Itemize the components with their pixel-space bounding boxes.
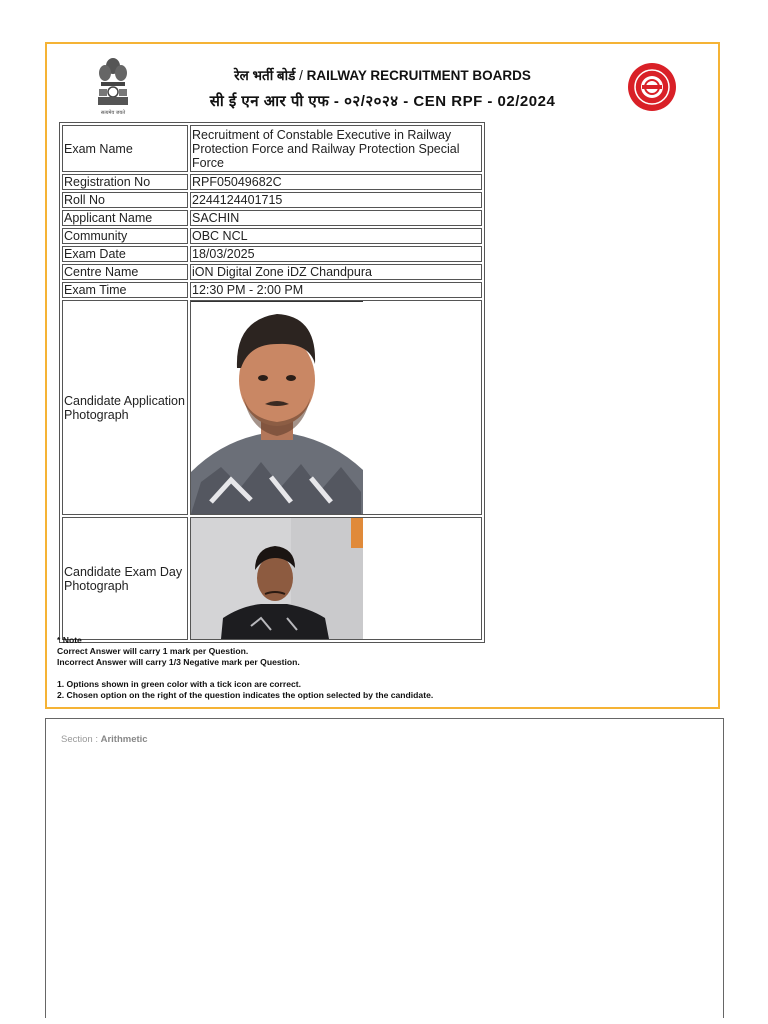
detail-label: Community — [62, 228, 188, 244]
table-row — [62, 192, 482, 208]
detail-value: 12:30 PM - 2:00 PM — [190, 282, 482, 298]
table-row — [62, 125, 482, 172]
exam-day-photo-label: Candidate Exam Day Photograph — [62, 517, 188, 640]
table-row — [62, 282, 482, 298]
candidate-portrait-image — [191, 302, 363, 514]
table-row — [62, 517, 482, 640]
application-photo — [191, 301, 363, 514]
exam-notice-subtitle: सी ई एन आर पी एफ - ०२/२०२४ - CEN RPF - 02/2024 — [209, 93, 556, 110]
exam-day-photo-cell — [190, 517, 482, 640]
table-row — [62, 228, 482, 244]
exam-day-portrait-image — [191, 518, 363, 639]
detail-label: Exam Date — [62, 246, 188, 262]
section-panel — [45, 718, 724, 1018]
detail-value: Recruitment of Constable Executive in Railway Protection Force and Railway Protection Special Force — [190, 125, 482, 172]
detail-value: SACHIN — [190, 210, 482, 226]
board-title-english: RAILWAY RECRUITMENT BOARDS — [306, 68, 531, 83]
candidate-details-table — [59, 122, 485, 643]
table-row — [62, 246, 482, 262]
table-row — [62, 174, 482, 190]
emblem-motto: सत्यमेव जयते — [100, 110, 126, 116]
note-spacer — [57, 668, 433, 679]
board-title-hindi: रेल भर्ती बोर्ड — [234, 68, 296, 83]
detail-label: Centre Name — [62, 264, 188, 280]
detail-label: Roll No — [62, 192, 188, 208]
note-line: Correct Answer will carry 1 mark per Question. — [57, 646, 249, 656]
application-photo-label: Candidate Application Photograph — [62, 300, 188, 515]
score-card — [45, 42, 720, 709]
section-name: Arithmetic — [100, 734, 148, 745]
detail-value: iON Digital Zone iDZ Chandpura — [190, 264, 482, 280]
board-title — [47, 66, 718, 84]
detail-label: Exam Name — [62, 125, 188, 172]
detail-value: 2244124401715 — [190, 192, 482, 208]
section-label — [61, 734, 148, 745]
application-photo-cell — [190, 300, 482, 515]
detail-value: OBC NCL — [190, 228, 482, 244]
notes-block — [57, 635, 433, 701]
note-heading: * Note — [57, 635, 82, 645]
note-line: 2. Chosen option on the right of the question indicates the option selected by the candidate. — [57, 690, 434, 700]
table-row — [62, 210, 482, 226]
title-separator: / — [295, 68, 307, 83]
note-line: 1. Options shown in green color with a tick icon are correct. — [57, 679, 302, 689]
detail-label: Exam Time — [62, 282, 188, 298]
table-row — [62, 300, 482, 515]
section-prefix: Section : — [61, 734, 101, 745]
table-row — [62, 264, 482, 280]
detail-value: 18/03/2025 — [190, 246, 482, 262]
detail-label: Registration No — [62, 174, 188, 190]
exam-day-photo — [191, 518, 363, 639]
detail-label: Applicant Name — [62, 210, 188, 226]
note-line: Incorrect Answer will carry 1/3 Negative mark per Question. — [57, 657, 300, 667]
detail-value: RPF05049682C — [190, 174, 482, 190]
rpf-logo-icon — [627, 62, 677, 112]
